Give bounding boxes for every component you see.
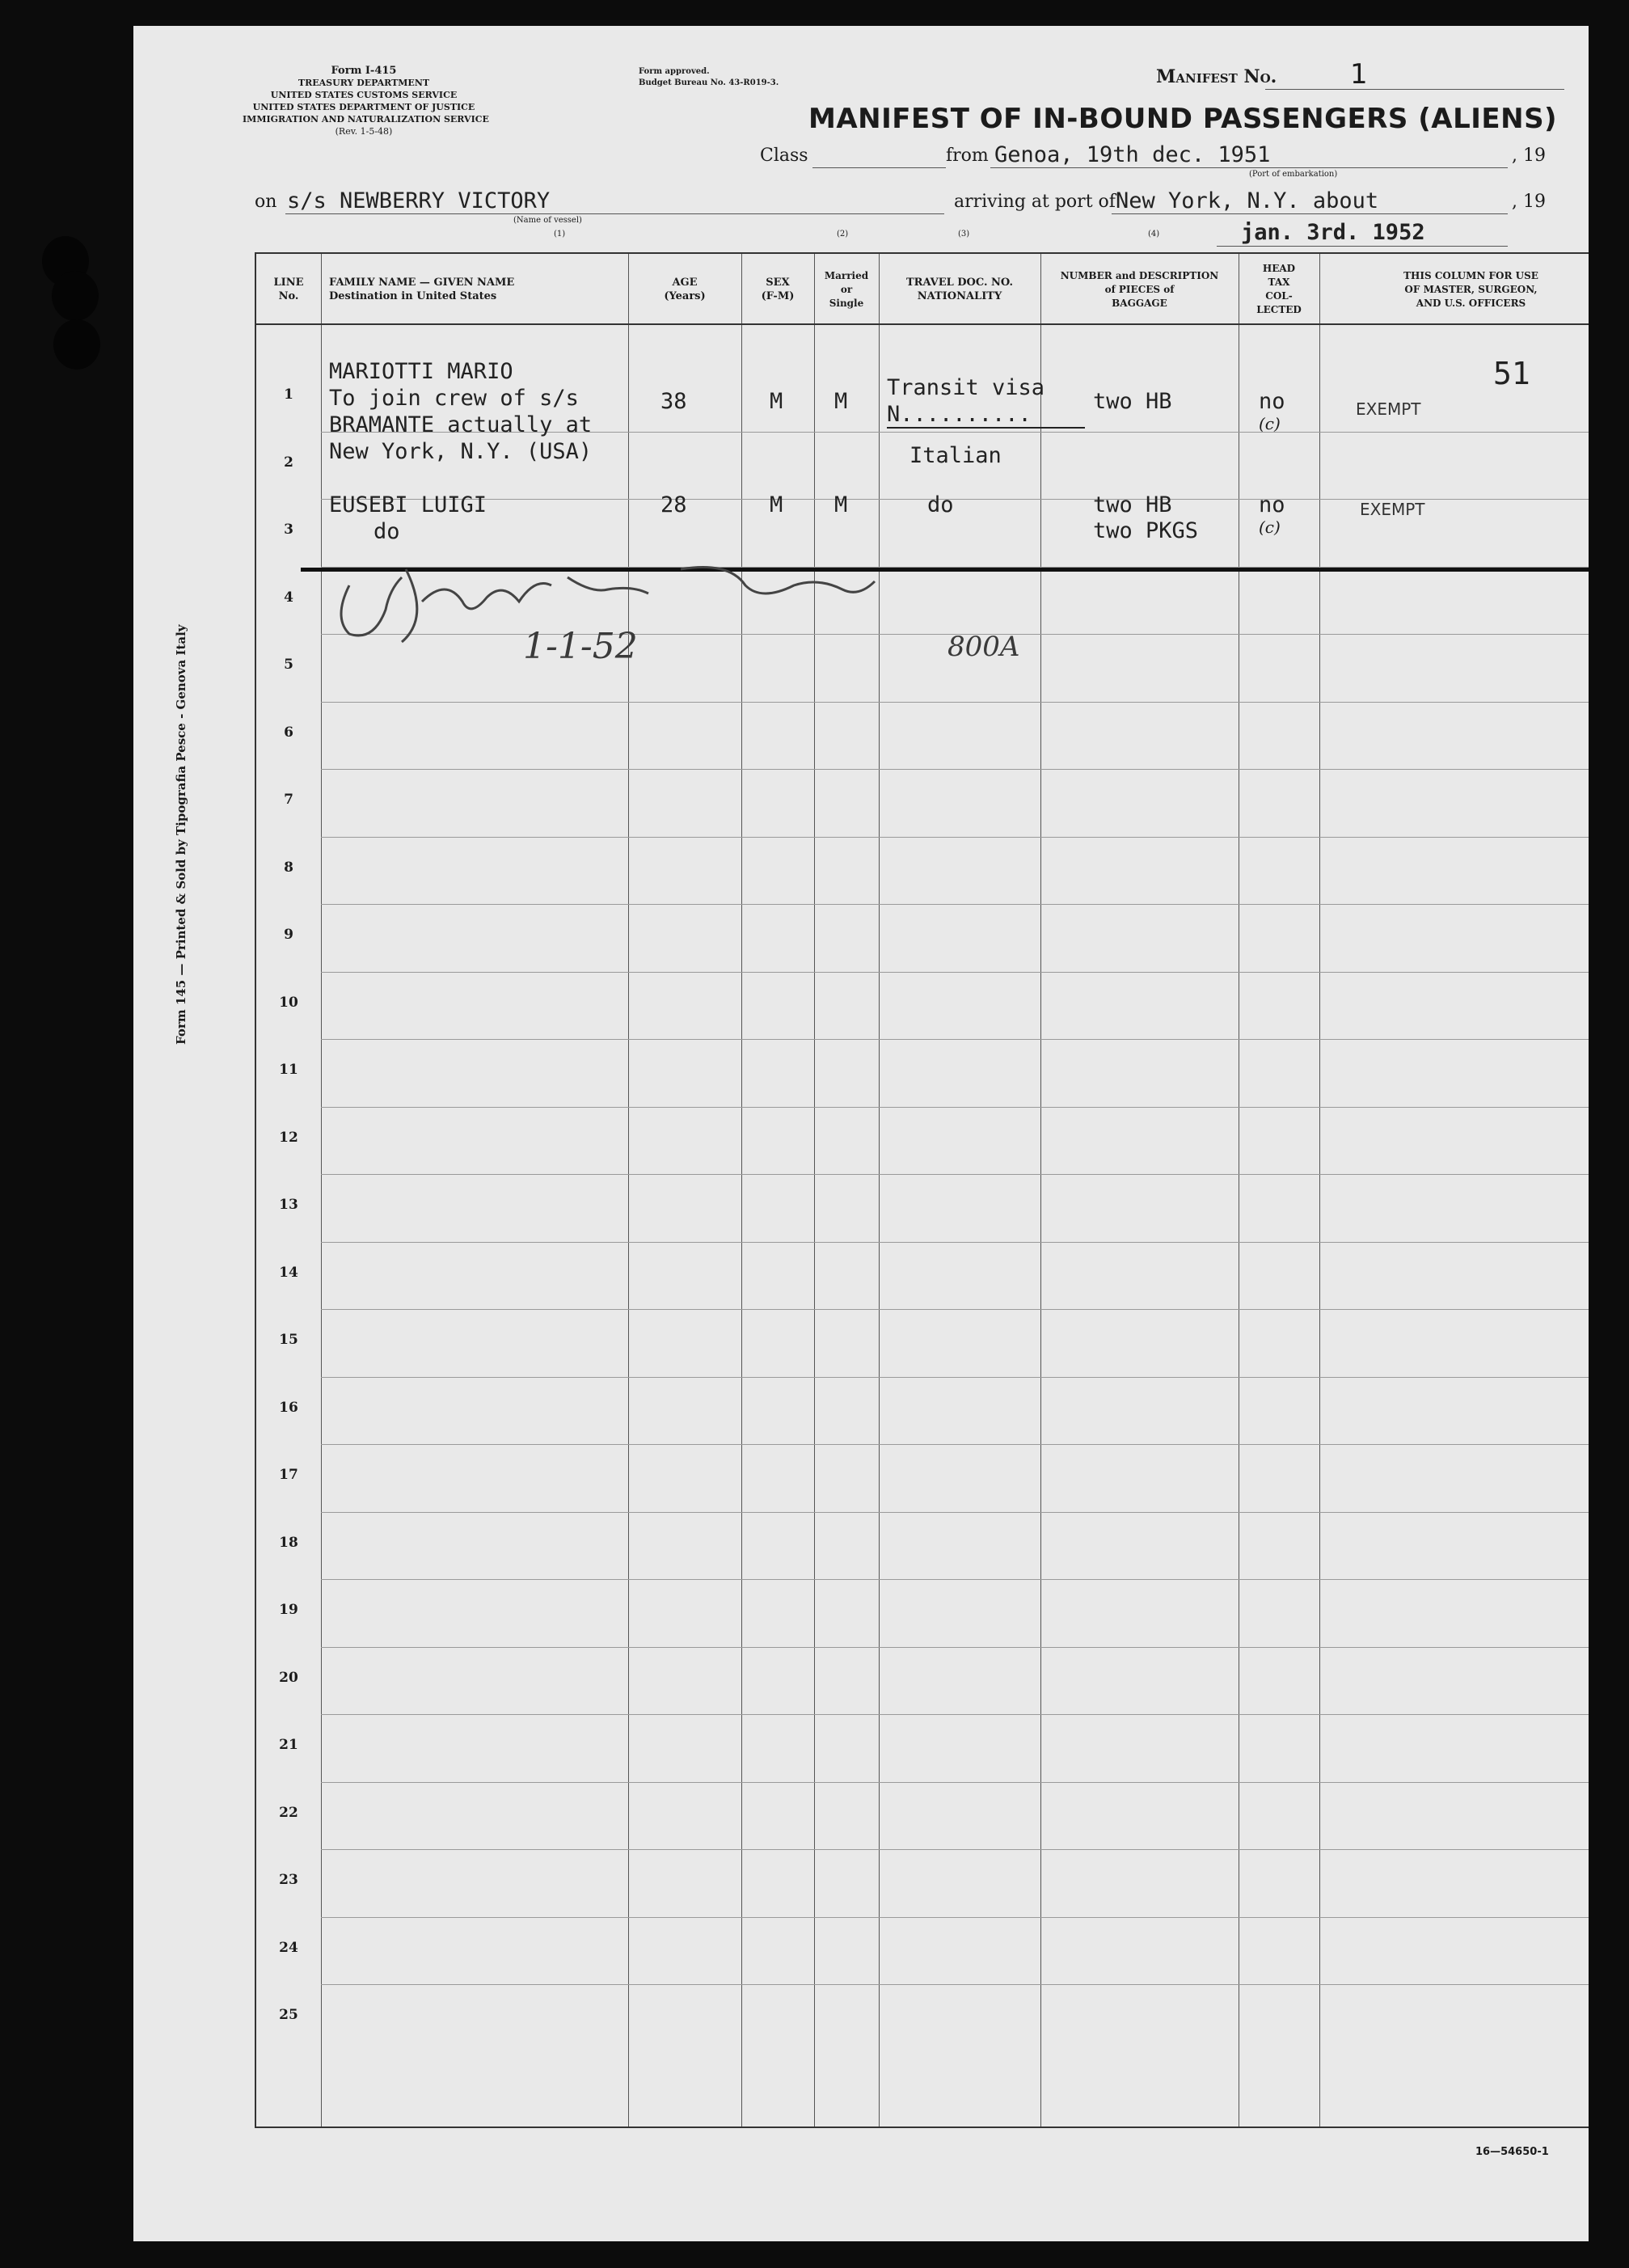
line-number: 17 <box>279 1467 298 1483</box>
approval-block <box>639 66 779 89</box>
col-header-headtax: HEAD TAX COL- LECTED <box>1256 263 1302 315</box>
line-number: 22 <box>279 1804 298 1821</box>
arriving-label: arriving at port of <box>954 192 1116 212</box>
passenger-destination: BRAMANTE actually at <box>329 412 593 437</box>
department-block <box>243 65 489 137</box>
dept-line: (Rev. 1-5-48) <box>335 126 393 137</box>
column-divider <box>1040 254 1041 2127</box>
line-number: 10 <box>279 994 298 1011</box>
column-divider <box>879 254 880 2127</box>
exempt-stamp: EXEMPT <box>1356 399 1421 419</box>
line-number: 1 <box>284 386 293 403</box>
line-number: 19 <box>279 1602 298 1618</box>
arrival-date: jan. 3rd. 1952 <box>1241 220 1425 245</box>
col-header-line: LINE No. <box>273 277 304 302</box>
row-rule <box>321 1377 1589 1378</box>
row-rule <box>321 1309 1589 1310</box>
line-number: 18 <box>279 1534 298 1551</box>
arrival-port: New York, N.Y. about <box>1116 188 1379 213</box>
row-rule <box>321 1444 1589 1445</box>
head-tax: no <box>1259 492 1285 517</box>
vessel-caption: (Name of vessel) <box>513 216 582 225</box>
dept-line: UNITED STATES CUSTOMS SERVICE <box>270 90 458 100</box>
officer-number: 51 <box>1493 356 1530 391</box>
col-header-travel: TRAVEL DOC. NO. NATIONALITY <box>905 277 1014 302</box>
line-number: 23 <box>279 1872 298 1888</box>
passenger-destination: To join crew of s/s <box>329 386 579 411</box>
line-number: 8 <box>284 859 293 876</box>
line-number: 11 <box>279 1062 298 1078</box>
line-number: 14 <box>279 1264 298 1281</box>
baggage: two HB <box>1093 389 1172 414</box>
row-rule <box>321 1107 1589 1108</box>
line-number: 13 <box>279 1197 298 1213</box>
port-of-embarkation: Genoa, 19th dec. 1951 <box>994 142 1271 167</box>
dept-line: IMMIGRATION AND NATURALIZATION SERVICE <box>243 114 489 125</box>
travel-document-number: N.......... <box>887 402 1032 427</box>
row-rule <box>321 1849 1589 1850</box>
travel-underline <box>887 427 1085 429</box>
travel-document: do <box>927 492 954 517</box>
row-rule <box>321 1714 1589 1715</box>
arrival-underline <box>1112 213 1508 214</box>
column-divider <box>814 254 815 2127</box>
header-rule <box>256 323 1589 325</box>
from-label: from <box>946 146 989 166</box>
dept-line: TREASURY DEPARTMENT <box>298 78 430 88</box>
col-header-officers: THIS COLUMN FOR USE OF MASTER, SURGEON, AND U.S. OFFICERS <box>1403 269 1538 309</box>
line-number: 7 <box>284 792 293 808</box>
approval-line: Form approved. <box>639 67 710 76</box>
row-rule <box>321 702 1589 703</box>
col-header-age: AGE (Years) <box>664 277 706 302</box>
manifest-number-underline <box>1265 89 1564 90</box>
line-number: 21 <box>279 1737 298 1753</box>
passenger-name: EUSEBI LUIGI <box>329 492 487 517</box>
row-rule <box>321 1579 1589 1580</box>
manifest-title: MANIFEST OF IN-BOUND PASSENGERS (ALIENS) <box>808 103 1558 135</box>
line-number: 15 <box>279 1332 298 1348</box>
passenger-table <box>255 252 1589 2128</box>
head-tax-note: (c) <box>1259 414 1281 433</box>
line-number: 5 <box>284 657 293 673</box>
passenger-destination: New York, N.Y. (USA) <box>329 439 593 464</box>
from-underline <box>990 167 1508 168</box>
line-number: 6 <box>284 724 293 741</box>
manifest-page <box>133 26 1589 2241</box>
year-suffix: , 19 <box>1512 192 1546 212</box>
line-number: 16 <box>279 1399 298 1416</box>
col-header-name: FAMILY NAME — GIVEN NAME Destination in United States <box>329 277 515 302</box>
line-number: 2 <box>284 454 293 471</box>
line-number: 4 <box>284 589 293 606</box>
passenger-age: 28 <box>660 492 687 517</box>
row-rule <box>321 1512 1589 1513</box>
line-number: 3 <box>284 522 293 538</box>
passenger-name: MARIOTTI MARIO <box>329 359 513 384</box>
row-rule <box>321 837 1589 838</box>
footer-code: 16—54650-1 <box>1475 2146 1549 2158</box>
passenger-destination: do <box>373 519 400 544</box>
passenger-marital: M <box>834 389 848 414</box>
caption-4: (4) <box>1148 230 1160 239</box>
vessel-underline <box>285 213 944 214</box>
passenger-sex: M <box>770 389 783 414</box>
column-divider <box>1319 254 1320 2127</box>
passenger-sex: M <box>770 492 783 517</box>
caption-3: (3) <box>958 230 970 239</box>
year-suffix: , 19 <box>1512 146 1546 166</box>
arrival-date-underline <box>1217 246 1508 247</box>
binder-hole <box>52 271 99 321</box>
passenger-age: 38 <box>660 389 687 414</box>
travel-document: Transit visa <box>887 375 1045 400</box>
row-rule <box>321 1782 1589 1783</box>
approval-line: Budget Bureau No. 43-R019-3. <box>639 78 779 87</box>
on-label: on <box>255 192 277 212</box>
row-rule <box>321 972 1589 973</box>
row-rule <box>321 1174 1589 1175</box>
row-rule <box>321 1039 1589 1040</box>
line-number: 9 <box>284 927 293 943</box>
row-rule <box>321 1984 1589 1985</box>
line-number: 12 <box>279 1129 298 1146</box>
head-tax-note: (c) <box>1259 517 1281 537</box>
column-divider <box>628 254 629 2127</box>
col-header-baggage: NUMBER and DESCRIPTION of PIECES of BAGGAGE <box>1060 269 1219 309</box>
row-rule <box>321 769 1589 770</box>
vessel-name: s/s NEWBERRY VICTORY <box>287 188 551 213</box>
printer-credit: Form 145 — Printed & Sold by Tipografia Pesce - Genova Italy <box>174 624 188 1045</box>
class-underline <box>812 167 946 168</box>
baggage: two HB <box>1093 492 1172 517</box>
caption-2: (2) <box>837 230 849 239</box>
baggage: two PKGS <box>1093 518 1199 543</box>
form-number: Form I-415 <box>331 65 397 77</box>
caption-1: (1) <box>554 230 566 239</box>
col-header-sex: SEX (F-M) <box>761 277 795 302</box>
row-rule <box>321 904 1589 905</box>
nationality: Italian <box>909 443 1002 468</box>
handwritten-initials: 800A <box>947 631 1020 663</box>
manifest-number: 1 <box>1350 58 1368 91</box>
embarkation-caption: (Port of embarkation) <box>1249 170 1338 179</box>
col-header-married: Married or Single <box>824 269 869 309</box>
manifest-number-label: Manifest No. <box>1156 66 1277 87</box>
column-divider <box>741 254 742 2127</box>
column-divider <box>321 254 322 2127</box>
handwritten-date: 1-1-52 <box>523 626 638 667</box>
exempt-stamp: EXEMPT <box>1360 500 1425 519</box>
dept-line: UNITED STATES DEPARTMENT OF JUSTICE <box>252 102 475 112</box>
line-number: 20 <box>279 1669 298 1686</box>
line-number: 24 <box>279 1939 298 1956</box>
passenger-marital: M <box>834 492 848 517</box>
row-rule <box>321 1647 1589 1648</box>
row-rule <box>321 1242 1589 1243</box>
head-tax: no <box>1259 389 1285 414</box>
class-label: Class <box>760 146 808 166</box>
binder-hole <box>53 319 100 370</box>
row-rule <box>321 1917 1589 1918</box>
line-number: 25 <box>279 2007 298 2023</box>
